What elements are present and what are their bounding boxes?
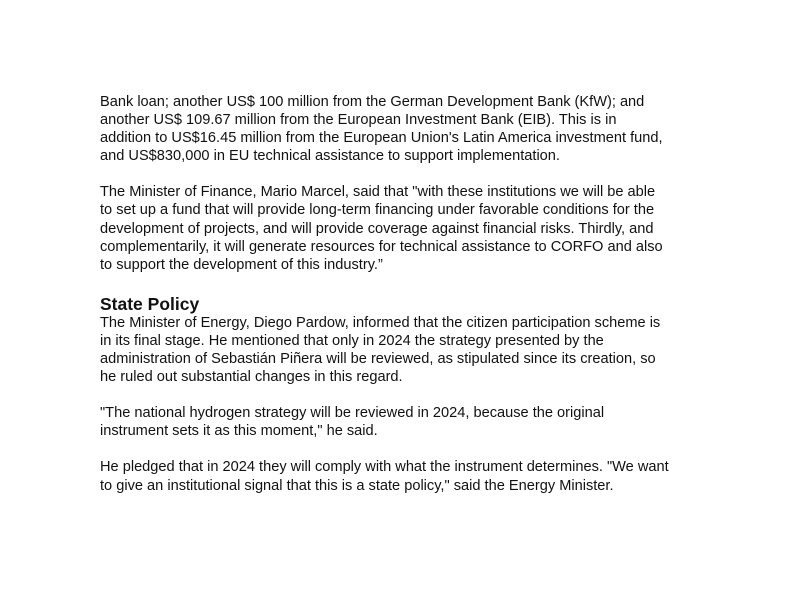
- paragraph-pledge: He pledged that in 2024 they will comply with what the instrument determines. "We want to give an institutional signal that this is a state policy," said the Energy Minister.: [100, 459, 669, 494]
- section-spacer: [100, 274, 710, 294]
- paragraph-funding: Bank loan; another US$ 100 million from the German Development Bank (KfW); and another US$ 109.67 million from the European Investment Bank (EIB). This is in addition to US$16.45 million from the European Union's Latin America investment fund, and US$830,000 in EU technical assistance to support implementation.: [100, 94, 663, 165]
- document-page: [100, 93, 710, 495]
- paragraph-spacer: [100, 386, 710, 404]
- section-heading: State Policy: [100, 293, 200, 314]
- paragraph-minister-finance: The Minister of Finance, Mario Marcel, said that "with these institutions we will be able to set up a fund that will provide long-term financing under favorable conditions for the development of projects, and will provide coverage against financial risks. Thirdly, and complementarily, it will generate resources for technical assistance to CORFO and also to support the development of this industry.”: [100, 184, 663, 273]
- paragraph-spacer: [100, 440, 710, 458]
- paragraph-spacer: [100, 165, 710, 183]
- paragraph-strategy-quote: "The national hydrogen strategy will be reviewed in 2024, because the original instrument sets it as this moment," he said.: [100, 405, 605, 440]
- paragraph-minister-energy: The Minister of Energy, Diego Pardow, informed that the citizen participation scheme is in its final stage. He mentioned that only in 2024 the strategy presented by the administration of Sebastián Piñera will be reviewed, as stipulated since its creation, so he ruled out substantial changes in this regard.: [100, 314, 661, 386]
